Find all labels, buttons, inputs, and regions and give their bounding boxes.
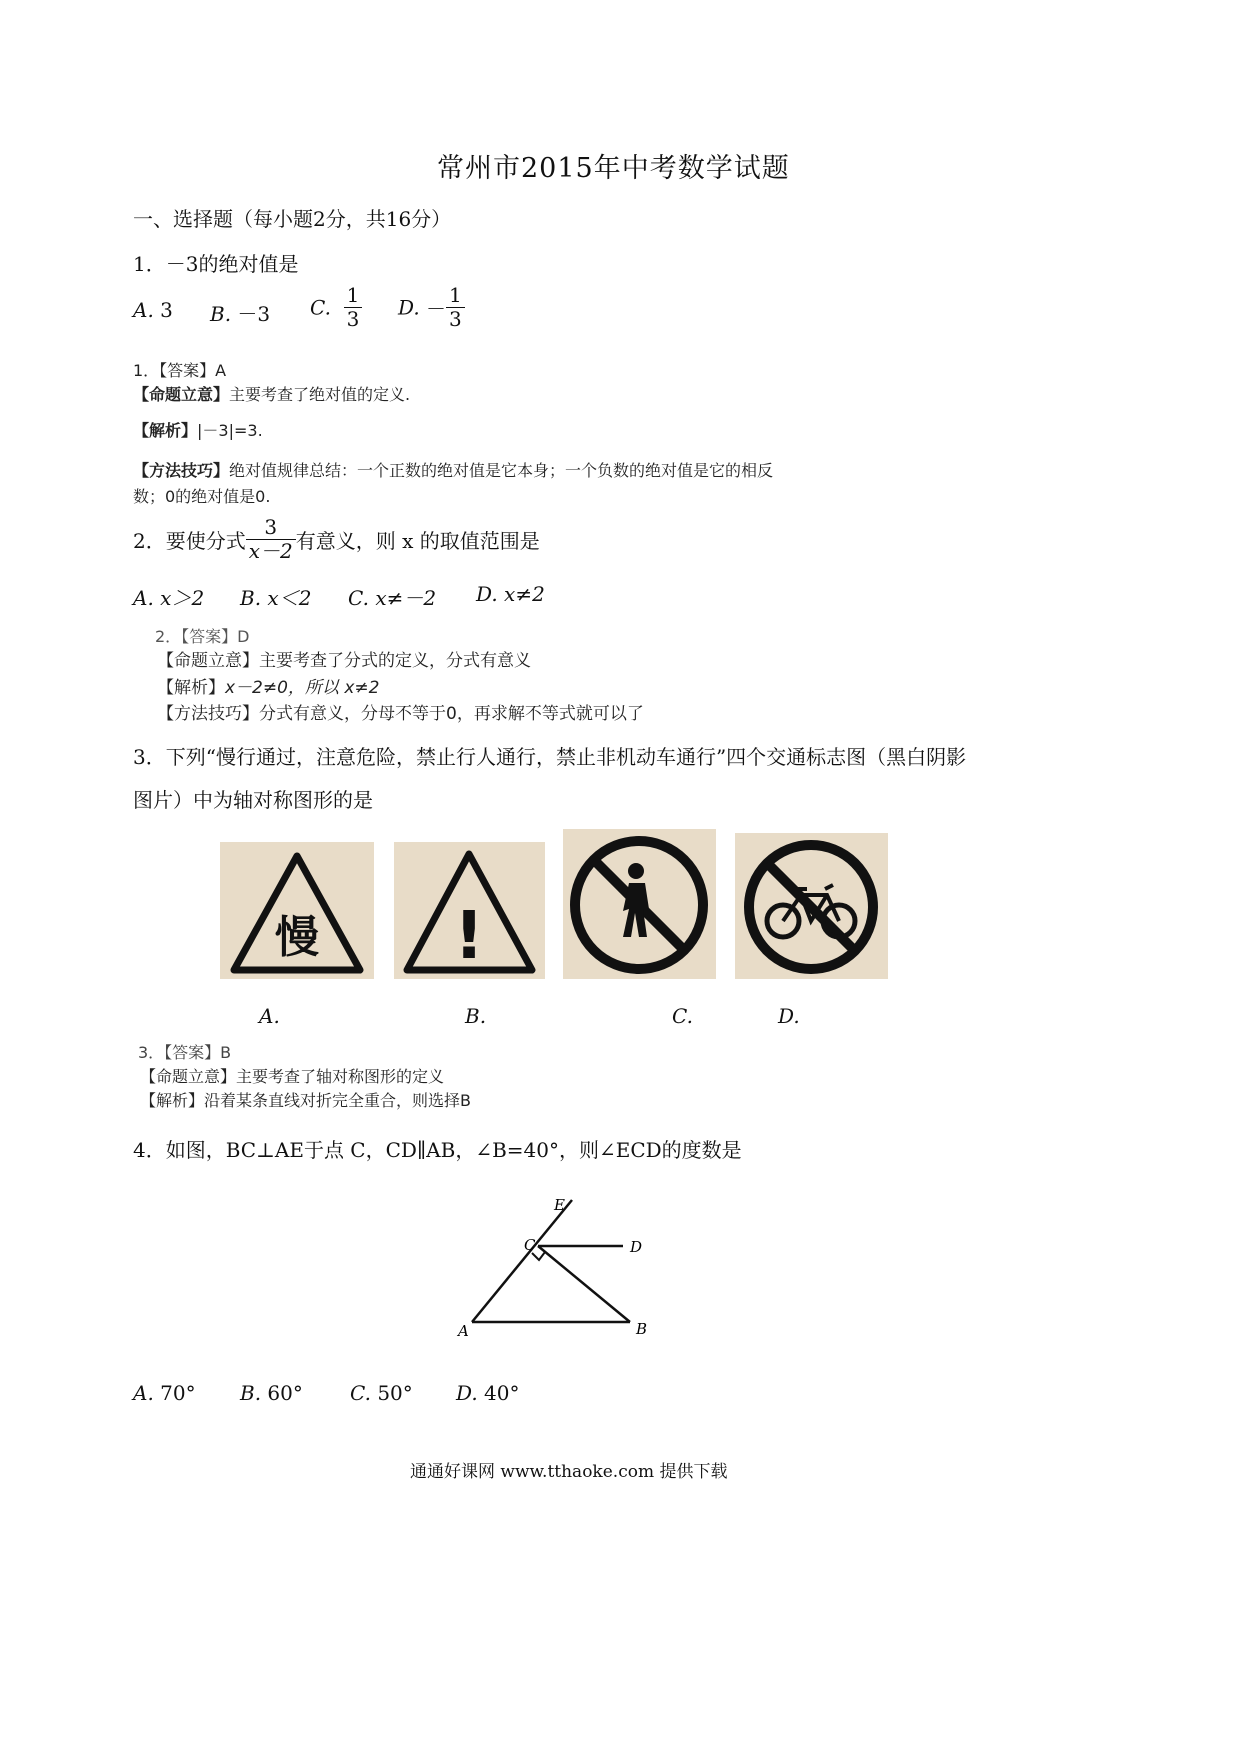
warning-triangle-icon xyxy=(394,842,545,979)
sign-label-b: B. xyxy=(465,1004,487,1028)
sign-no-bicycles xyxy=(735,833,888,979)
q2-intent: 【命题立意】主要考查了分式的定义，分式有意义 xyxy=(157,651,531,671)
q1-intent: 【命题立意】主要考查了绝对值的定义. xyxy=(133,385,411,404)
q4-option-c: C. 50° xyxy=(350,1381,413,1405)
question-3-stem-line1: 3．下列“慢行通过，注意危险，禁止行人通行，禁止非机动车通行”四个交通标志图（黑白阴影 xyxy=(133,745,967,769)
no-bicycle-icon xyxy=(735,833,888,979)
question-1-stem: 1．－3的绝对值是 xyxy=(133,252,299,276)
q4-option-b: B. 60° xyxy=(240,1381,303,1405)
q2-analysis: 【解析】x－2≠0，所以 x≠2 xyxy=(157,678,380,698)
q1-answer-head: 1．【答案】A xyxy=(133,361,227,380)
q2-option-b: B. x＜2 xyxy=(240,586,312,610)
q4-option-d: D. 40° xyxy=(456,1381,520,1405)
no-pedestrian-icon xyxy=(563,829,716,979)
q3-analysis: 【解析】沿着某条直线对折完全重合，则选择B xyxy=(140,1091,471,1110)
question-2-stem: 2．要使分式 $\frac{3}{x-2}$ 有意义，则 x 的取值范围是 xyxy=(133,515,540,563)
sign-warning-char: ! xyxy=(453,897,485,974)
q2-option-d: D. x≠2 xyxy=(476,582,545,606)
q2-option-c: C. x≠－2 xyxy=(348,586,437,610)
q2-method: 【方法技巧】分式有意义，分母不等于0，再求解不等式就可以了 xyxy=(157,704,644,724)
q1-option-d: D. － $\frac{1}{3}$ xyxy=(398,284,465,331)
sign-label-a: A. xyxy=(259,1004,280,1028)
sign-slow xyxy=(220,842,374,979)
section-heading: 一、选择题（每小题2分，共16分） xyxy=(133,207,452,231)
sign-no-pedestrians xyxy=(563,829,716,979)
q2-option-a: A. x＞2 xyxy=(133,586,205,610)
q1-analysis: 【解析】|－3|=3. xyxy=(133,421,263,440)
q1-option-c: C. $\frac{1}{3}$ xyxy=(310,284,362,331)
label-a: A xyxy=(458,1322,469,1340)
q1-method-line2: 数；0的绝对值是0. xyxy=(133,487,271,506)
q4-option-a: A. 70° xyxy=(133,1381,196,1405)
sign-warning xyxy=(394,842,545,979)
q1-method-line1: 【方法技巧】绝对值规律总结：一个正数的绝对值是它本身；一个负数的绝对值是它的相反 xyxy=(133,461,774,480)
footer-text: 通通好课网 www.tthaoke.com 提供下载 xyxy=(410,1462,728,1482)
line-cb xyxy=(538,1246,630,1322)
label-e: E xyxy=(554,1196,565,1214)
q3-intent: 【命题立意】主要考查了轴对称图形的定义 xyxy=(140,1067,445,1086)
question-4-stem: 4．如图，BC⊥AE于点 C，CD∥AB，∠B=40°，则∠ECD的度数是 xyxy=(133,1138,742,1162)
question-3-stem-line2: 图片）中为轴对称图形的是 xyxy=(133,788,373,812)
q1-option-b: B. －3 xyxy=(210,302,271,326)
sign-slow-char: 慢 xyxy=(275,912,319,963)
geometry-figure xyxy=(440,1190,670,1350)
q1-option-a: A. 3 xyxy=(133,298,173,322)
slow-triangle-icon xyxy=(220,842,374,979)
q2-answer-head: 2．【答案】D xyxy=(155,627,250,646)
sign-label-c: C. xyxy=(672,1004,693,1028)
label-b: B xyxy=(636,1320,648,1338)
sign-label-d: D. xyxy=(778,1004,800,1028)
label-c: C xyxy=(524,1236,536,1254)
q3-answer-head: 3．【答案】B xyxy=(138,1043,232,1062)
page-title: 常州市2015年中考数学试题 xyxy=(437,153,790,184)
label-d: D xyxy=(630,1238,643,1256)
